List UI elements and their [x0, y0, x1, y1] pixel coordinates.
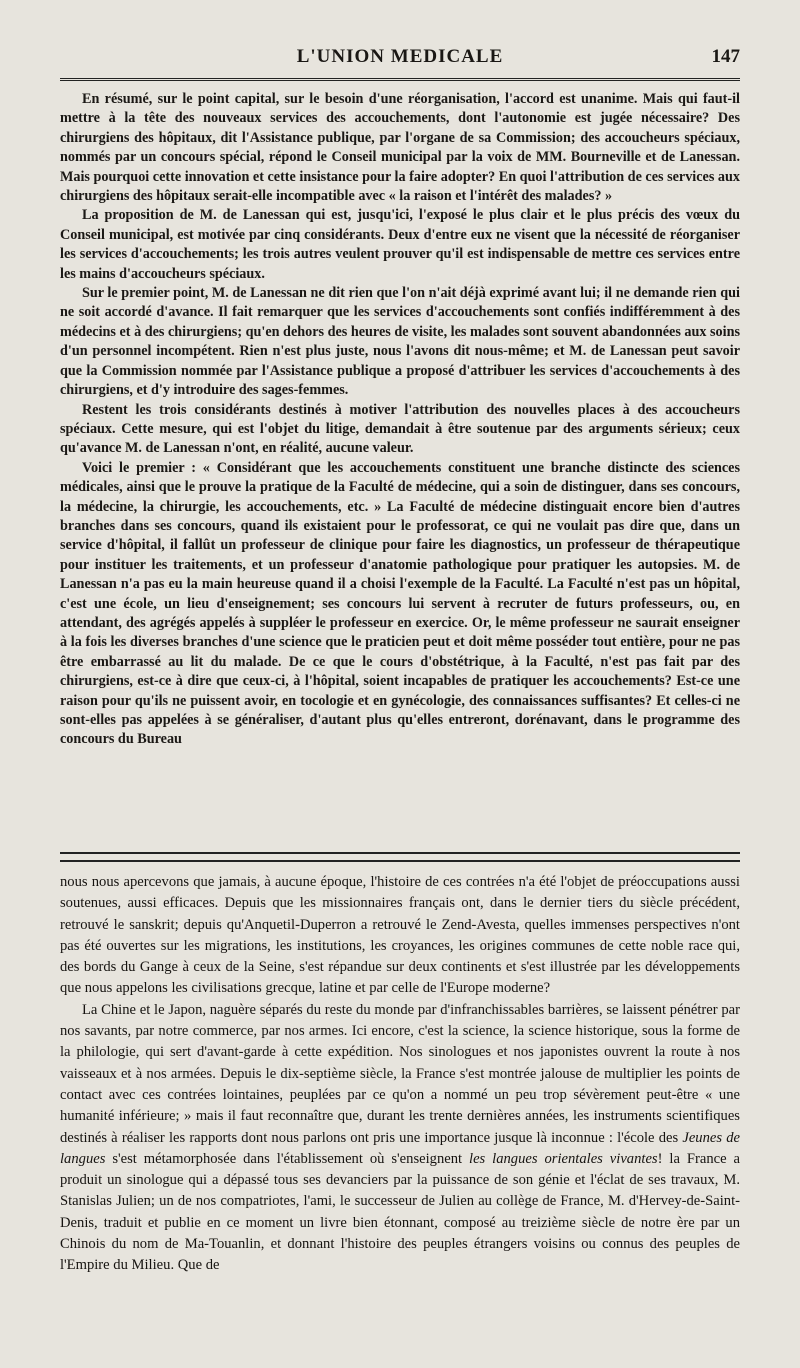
- italic-run: les langues orientales vivantes: [469, 1150, 658, 1167]
- text-run: La Chine et le Japon, naguère séparés du reste du monde par d'infranchissables barrières, se laissent pénétrer par nos savants, par notre commerce, par nos armes. Ici encore, c'est la science, la science historique, sous la forme de la philologie, qui sert d'avant-garde à cette expédition. Nos sinologues et nos japonistes ouvrent la route à nos vaisseaux et à nos armées. Depuis le dix-septième siècle, la France s'est montrée jalouse de multiplier les points de contact avec ces contrées lointaines, peuplées par ce qu'on a nommé un peu trop sévèrement peut-être « une humanité inférieure; » mais il faut reconnaître que, durant les trente dernières années, les instruments scientifiques destinés à réaliser les rapports dont nous parlons ont pris une importance jusque là inconnue : l'école des: [60, 1001, 740, 1146]
- main-article: [60, 90, 740, 750]
- text-run: ! la France a produit un sinologue qui a dépassé tous ses devanciers par la puissance de son génie et l'éclat de ses travaux, M. Stanislas Julien; un de nos compatriotes, l'ami, le successeur de Julien au collège de France, M. d'Hervey-de-Saint-Denis, traduit et publie en ce moment un livre bien étonnant, composé au treizième siècle de notre ère par un Chinois du nom de Ma-Touanlin, et donnant l'histoire des peuples étrangers voisins ou connus des peuples de l'Empire du Milieu. Que de: [60, 1150, 740, 1274]
- feuilleton: [60, 872, 740, 1277]
- paragraph: Voici le premier : « Considérant que les accouchements constituent une branche distincte des sciences médicales, ainsi que le prouve la pratique de la Faculté de médecine, qui a soin de distinguer, dans ses concours, la médecine, la chirurgie, les accouchements, etc. » La Faculté de médecine distinguait encore bien d'autres branches dans ses concours, quand ils existaient pour le professorat, ce qui ne voulait pas dire que, dans un service d'hôpital, il fallût un professeur de clinique pour faire les diagnostics, un professeur de thérapeutique pour instituer les traitements, et un professeur d'anatomie pathologique pour pratiquer les autopsies. M. de Lanessan n'a pas eu la main heureuse quand il a choisi l'exemple de la Faculté. La Faculté n'est pas un hôpital, c'est une école, un lieu d'enseignement; ses concours lui servent à recruter de futurs professeurs, ou, en attendant, des agrégés appelés à suppléer le professeur en exercice. Or, le même professeur ne saurait enseigner à la fois les diverses branches d'une science que le praticien peut et doit même posséder tout entière, pour ne pas être embarrassé au lit du malade. De ce que le cours d'obstétrique, à la Faculté, n'est pas fait par des chirurgiens, est-ce à dire que ceux-ci, à l'hôpital, soient incapables de pratiquer les accouchements? Est-ce une raison pour qu'ils ne puissent avoir, en tocologie et en gynécologie, des connaissances suffisantes? Et celles-ci ne sont-elles pas appelées à se généraliser, d'autant plus qu'elles entreront, dorénavant, dans le programme des concours du Bureau: [60, 459, 740, 748]
- paragraph: nous nous apercevons que jamais, à aucune époque, l'histoire de ces contrées n'a été l'objet de préoccupations aussi soutenues, aussi efficaces. Depuis que les missionnaires français ont, dans le dernier tiers du siècle précédent, retrouvé le sanskrit; depuis qu'Anquetil-Duperron a retrouvé le Zend-Avesta, quelles immenses perspectives n'ont pas été ouvertes sur les migrations, les institutions, les croyances, les origines communes de cette noble race qui, des bords du Gange à ceux de la Seine, s'est répandue sur deux continents et s'est illustrée par les développements que nous appelons les civilisations grecque, latine et par celle de l'Europe moderne?: [60, 874, 740, 997]
- paragraph: En résumé, sur le point capital, sur le besoin d'une réorganisation, l'accord est unanime. Mais qui faut-il mettre à la tête des nouveaux services des accouchements, dont l'autonomie est jugée nécessaire? Des chirurgiens des hôpitaux, dit l'Assistance publique, par l'organe de sa Commission; des accoucheurs spéciaux, nommés par un concours spécial, répond le Conseil municipal par la voix de MM. Bourneville et de Lanessan. Mais pourquoi cette innovation et cette insistance pour la faire adopter? En quoi l'attribution de ces services aux chirurgiens des hôpitaux serait-elle incompatible avec « la raison et l'intérêt des malades? »: [60, 91, 740, 205]
- paragraph: [60, 1000, 740, 1277]
- page-header: [60, 40, 740, 78]
- paragraph: Sur le premier point, M. de Lanessan ne dit rien que l'on n'ait déjà exprimé avant lui; il ne demande rien qui ne soit accordé d'avance. Il fait remarquer que les services d'accouchements sont confiés indifféremment à des médecins et à des chirurgiens; qu'en dehors des heures de visite, les malades sont souvent abandonnées aux soins d'un personnel incompétent. Rien n'est plus juste, nous l'avons dit nous-même; et M. de Lanessan peut savoir que la Commission nommée par l'Assistance publique a proposé d'attribuer les services d'accouchements à des chirurgiens, et d'y introduire des sages-femmes.: [60, 285, 741, 399]
- paragraph: La proposition de M. de Lanessan qui est, jusqu'ici, l'exposé le plus clair et le plus précis des vœux du Conseil municipal, est motivée par cinq considérants. Deux d'entre eux ne visent que la nécessité de réorganiser les services d'accouchements; les trois autres veulent prouver qu'il est indispensable de mettre ces services entre les mains d'accoucheurs spéciaux.: [60, 207, 740, 282]
- running-title: L'UNION MEDICALE: [296, 46, 504, 67]
- text-run: s'est métamorphosée dans l'établissement où s'enseignent: [105, 1150, 470, 1167]
- page-number: 147: [711, 46, 740, 67]
- italic-run: Jeunes de langues: [60, 1129, 740, 1167]
- header-rule: [60, 78, 740, 81]
- feuilleton-separator: [60, 852, 740, 862]
- paragraph: Restent les trois considérants destinés à motiver l'attribution des nouvelles places à des accoucheurs spéciaux. Cette mesure, qui est l'objet du litige, demandait à être soutenue par des arguments sérieux; ceux qu'avance M. de Lanessan n'ont, en réalité, aucune valeur.: [60, 401, 740, 457]
